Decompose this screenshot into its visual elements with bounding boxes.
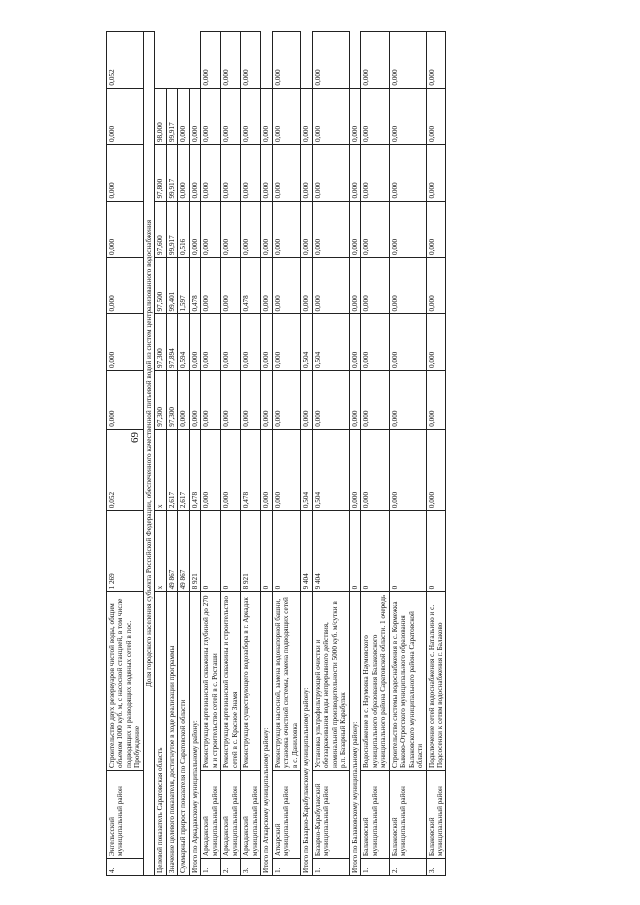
total-value: 0,052 xyxy=(107,429,144,510)
year-value: 0,000 xyxy=(272,88,300,144)
value-cell: 0,000 xyxy=(301,201,312,257)
district-name: Балаковский муниципальный район xyxy=(361,770,389,858)
total-label: Итого по Аркадакскому муниципальному району: xyxy=(189,592,200,876)
district-name: Аркадакский муниципальный район xyxy=(241,770,261,858)
value-cell: 0 xyxy=(349,511,360,592)
year-value: 0,000 xyxy=(221,370,241,429)
year-value: 0,000 xyxy=(361,32,389,89)
value-cell: 0,594 xyxy=(178,314,189,370)
cost-value: 0 xyxy=(361,511,389,592)
district-name: Аркадакский муниципальный район xyxy=(221,770,241,858)
indicator-label: Целевой показатель Саратовская область xyxy=(155,592,166,876)
value-cell: х xyxy=(155,511,166,592)
value-cell: 0,000 xyxy=(189,370,200,429)
row-number: 2. xyxy=(221,859,241,876)
year-value: 0,000 xyxy=(107,258,144,314)
year-value: 0,478 xyxy=(241,258,261,314)
value-cell: 97,800 xyxy=(155,145,166,201)
value-cell: 0 xyxy=(261,511,272,592)
row-number: 1. xyxy=(201,859,221,876)
value-cell: 0,000 xyxy=(189,88,200,144)
value-cell: 2,617 xyxy=(178,429,189,510)
year-value: 0,000 xyxy=(272,258,300,314)
year-value: 0,000 xyxy=(389,201,426,257)
indicator-row xyxy=(178,32,189,876)
indicator-row xyxy=(166,32,177,876)
year-value: 0,000 xyxy=(241,88,261,144)
item-row xyxy=(312,32,349,876)
year-value: 0,000 xyxy=(241,201,261,257)
total-value: 0,000 xyxy=(361,429,389,510)
year-value: 0,000 xyxy=(389,314,426,370)
year-value: 0,000 xyxy=(107,88,144,144)
year-value: 0,000 xyxy=(426,258,446,314)
value-cell: 97,600 xyxy=(155,201,166,257)
value-cell: 0,000 xyxy=(349,145,360,201)
row-number: 1. xyxy=(312,859,349,876)
district-name: Базарно-Карабулакский муниципальный район xyxy=(312,770,349,858)
year-value: 0,000 xyxy=(221,145,241,201)
year-value: 0,000 xyxy=(426,201,446,257)
item-row xyxy=(221,32,241,876)
year-value: 0,000 xyxy=(221,88,241,144)
project-description: Реконструкция артезианской скважины глубиной до 270 м и строительство сетей в с. Росташи xyxy=(201,592,221,771)
total-value: 0,000 xyxy=(201,429,221,510)
item-row xyxy=(241,32,261,876)
value-cell: 99,917 xyxy=(166,145,177,201)
year-value: 0,000 xyxy=(221,32,241,89)
year-value: 0,000 xyxy=(272,201,300,257)
total-value: 0,000 xyxy=(272,429,300,510)
total-row xyxy=(189,32,200,876)
cost-value: 0 xyxy=(201,511,221,592)
row-number: 3. xyxy=(241,859,261,876)
value-cell: 0,478 xyxy=(189,429,200,510)
value-cell: 0,000 xyxy=(189,314,200,370)
indicator-label: Суммарный прирост показателя по Саратовской области xyxy=(178,592,189,876)
value-cell: 2,617 xyxy=(166,429,177,510)
value-cell: 9 404 xyxy=(301,511,312,592)
year-value: 0,000 xyxy=(361,201,389,257)
value-cell: 0,000 xyxy=(189,201,200,257)
item-row xyxy=(272,32,300,876)
value-cell: 0,000 xyxy=(261,201,272,257)
value-cell: 99,917 xyxy=(166,201,177,257)
year-value: 0,000 xyxy=(221,201,241,257)
year-value: 0,000 xyxy=(201,258,221,314)
value-cell: 8 921 xyxy=(189,511,200,592)
value-cell: 0,000 xyxy=(349,370,360,429)
value-cell: 97,300 xyxy=(155,370,166,429)
value-cell: 49 867 xyxy=(178,511,189,592)
year-value: 0,000 xyxy=(241,314,261,370)
value-cell: 0,000 xyxy=(349,429,360,510)
cost-value: 0 xyxy=(389,511,426,592)
year-value: 0,000 xyxy=(312,32,349,89)
section-title: Доля городского населения субъекта Российской Федерации, обеспеченного качественной питьевой водой из систем централизованного водоснабжения xyxy=(143,32,154,876)
total-value: 0,000 xyxy=(389,429,426,510)
project-description: Реконструкция существующего водозабора в г. Аркадак xyxy=(241,592,261,771)
year-value: 0,000 xyxy=(361,370,389,429)
year-value: 0,000 xyxy=(361,145,389,201)
project-description: Водоснабжение в с. Наумовка Наумовского муниципального образования Балаковского муниципального района Саратовской области. 1 очередь xyxy=(361,592,389,771)
year-value: 0,000 xyxy=(361,314,389,370)
total-value: 0,478 xyxy=(241,429,261,510)
value-cell: 0,504 xyxy=(301,429,312,510)
year-value: 0,000 xyxy=(426,32,446,89)
cost-value: 1 269 xyxy=(107,511,144,592)
year-value: 0,000 xyxy=(241,32,261,89)
value-cell: 0,000 xyxy=(178,370,189,429)
total-label: Итого по Балаковскому муниципальному району: xyxy=(349,592,360,876)
project-description: Установка ультрафильтрующей очистки и обеззараживания воды непрерывного действия, номинальной производительности 5000 куб. м/сутки в р.п. Базарный Карабулак xyxy=(312,592,349,771)
total-value: 0,504 xyxy=(312,429,349,510)
item-row xyxy=(107,32,144,876)
year-value: 0,000 xyxy=(107,314,144,370)
project-description: Подключение сетей водоснабжения с. Натальино и с. Подсосенки к сетям водоснабжения г. Балаково xyxy=(426,592,446,771)
value-cell: 0,478 xyxy=(189,258,200,314)
year-value: 0,000 xyxy=(107,145,144,201)
year-value: 0,000 xyxy=(107,201,144,257)
year-value: 0,000 xyxy=(389,32,426,89)
value-cell: 0,000 xyxy=(178,145,189,201)
year-value: 0,000 xyxy=(241,370,261,429)
year-value: 0,000 xyxy=(107,370,144,429)
project-description: Реконструкция насосной, замена водонапорной башни, установка очистной системы, замена подводящих сетей в с. Даниловка xyxy=(272,592,300,771)
year-value: 0,000 xyxy=(272,314,300,370)
row-number: 2. xyxy=(389,859,426,876)
total-label: Итого по Базарно-Карабулакскому муниципальному району: xyxy=(301,592,312,876)
value-cell: 97,300 xyxy=(166,370,177,429)
value-cell: 0,000 xyxy=(261,145,272,201)
year-value: 0,000 xyxy=(426,145,446,201)
item-row xyxy=(426,32,446,876)
year-value: 0,000 xyxy=(426,314,446,370)
value-cell: 0,000 xyxy=(189,145,200,201)
row-number: 1. xyxy=(361,859,389,876)
section-row xyxy=(143,32,154,876)
value-cell: 49 867 xyxy=(166,511,177,592)
value-cell: 0,000 xyxy=(349,258,360,314)
value-cell: 0,000 xyxy=(261,88,272,144)
year-value: 0,000 xyxy=(201,314,221,370)
year-value: 0,000 xyxy=(312,258,349,314)
landscape-sheet xyxy=(106,31,614,876)
value-cell: 97,500 xyxy=(155,258,166,314)
year-value: 0,000 xyxy=(389,145,426,201)
program-table xyxy=(106,31,446,876)
value-cell: 0,516 xyxy=(178,201,189,257)
year-value: 0,000 xyxy=(272,145,300,201)
year-value: 0,000 xyxy=(426,88,446,144)
year-value: 0,000 xyxy=(312,145,349,201)
total-value: 0,000 xyxy=(221,429,241,510)
item-row xyxy=(361,32,389,876)
year-value: 0,000 xyxy=(201,88,221,144)
total-row xyxy=(261,32,272,876)
value-cell: 97,300 xyxy=(155,314,166,370)
year-value: 0,504 xyxy=(312,314,349,370)
value-cell: 0,000 xyxy=(261,314,272,370)
project-description: Реконструкция артезианской скважины и строительство сетей в с. Красное Знамя xyxy=(221,592,241,771)
year-value: 0,000 xyxy=(241,145,261,201)
value-cell: 97,894 xyxy=(166,314,177,370)
value-cell: 0,000 xyxy=(301,88,312,144)
year-value: 0,000 xyxy=(389,370,426,429)
value-cell: 0,000 xyxy=(301,145,312,201)
value-cell: 0,000 xyxy=(261,258,272,314)
cost-value: 0 xyxy=(221,511,241,592)
year-value: 0,000 xyxy=(389,88,426,144)
value-cell: 0,504 xyxy=(301,314,312,370)
year-value: 0,000 xyxy=(389,258,426,314)
cost-value: 9 404 xyxy=(312,511,349,592)
year-value: 0,000 xyxy=(201,32,221,89)
district-name: Энгельсский муниципальный район xyxy=(107,770,144,858)
indicator-label: Значение целевого показателя, достигнутое в ходе реализации программы xyxy=(166,592,177,876)
project-description: Строительство системы водоснабжения в с. Кормежка Быково-Отрогского муниципального образования Балаковского муниципального района Саратовской области xyxy=(389,592,426,771)
value-cell: 0,000 xyxy=(261,370,272,429)
year-value: 0,000 xyxy=(221,258,241,314)
item-row xyxy=(201,32,221,876)
district-name: Балаковский муниципальный район xyxy=(389,770,426,858)
district-name: Балаковский муниципальный район xyxy=(426,770,446,858)
year-value: 0,000 xyxy=(272,370,300,429)
item-row xyxy=(389,32,426,876)
value-cell: 0,000 xyxy=(178,88,189,144)
year-value: 0,052 xyxy=(107,32,144,89)
cost-value: 0 xyxy=(426,511,446,592)
value-cell: 0,000 xyxy=(301,258,312,314)
year-value: 0,000 xyxy=(312,370,349,429)
indicator-row xyxy=(155,32,166,876)
page-number: 69 xyxy=(129,432,141,443)
value-cell: 0,000 xyxy=(261,429,272,510)
row-number: 1. xyxy=(272,859,300,876)
total-row xyxy=(301,32,312,876)
year-value: 0,000 xyxy=(426,370,446,429)
value-cell: 0,000 xyxy=(349,88,360,144)
district-name: Аткарский муниципальный район xyxy=(272,770,300,858)
year-value: 0,000 xyxy=(361,88,389,144)
year-value: 0,000 xyxy=(361,258,389,314)
year-value: 0,000 xyxy=(201,370,221,429)
total-row xyxy=(349,32,360,876)
value-cell: 0,000 xyxy=(349,201,360,257)
year-value: 0,000 xyxy=(201,145,221,201)
total-label: Итого по Аткарскому муниципальному району: xyxy=(261,592,272,876)
cost-value: 8 921 xyxy=(241,511,261,592)
project-description: Строительство двух резервуаров чистой воды, общим объемом 1000 куб. м, с насосной станцией, в том числе подводящих и разводящих водяных сетей в пос. Пробуждение xyxy=(107,592,144,771)
value-cell: 0,000 xyxy=(349,314,360,370)
value-cell: х xyxy=(155,429,166,510)
year-value: 0,000 xyxy=(312,201,349,257)
value-cell: 1,597 xyxy=(178,258,189,314)
year-value: 0,000 xyxy=(312,88,349,144)
value-cell: 0,000 xyxy=(301,370,312,429)
year-value: 0,000 xyxy=(201,201,221,257)
cost-value: 0 xyxy=(272,511,300,592)
value-cell: 98,000 xyxy=(155,88,166,144)
total-value: 0,000 xyxy=(426,429,446,510)
value-cell: 99,917 xyxy=(166,88,177,144)
district-name: Аркадакский муниципальный район xyxy=(201,770,221,858)
row-number: 3. xyxy=(426,859,446,876)
value-cell: 99,401 xyxy=(166,258,177,314)
year-value: 0,000 xyxy=(272,32,300,89)
row-number: 4. xyxy=(107,859,144,876)
year-value: 0,000 xyxy=(221,314,241,370)
